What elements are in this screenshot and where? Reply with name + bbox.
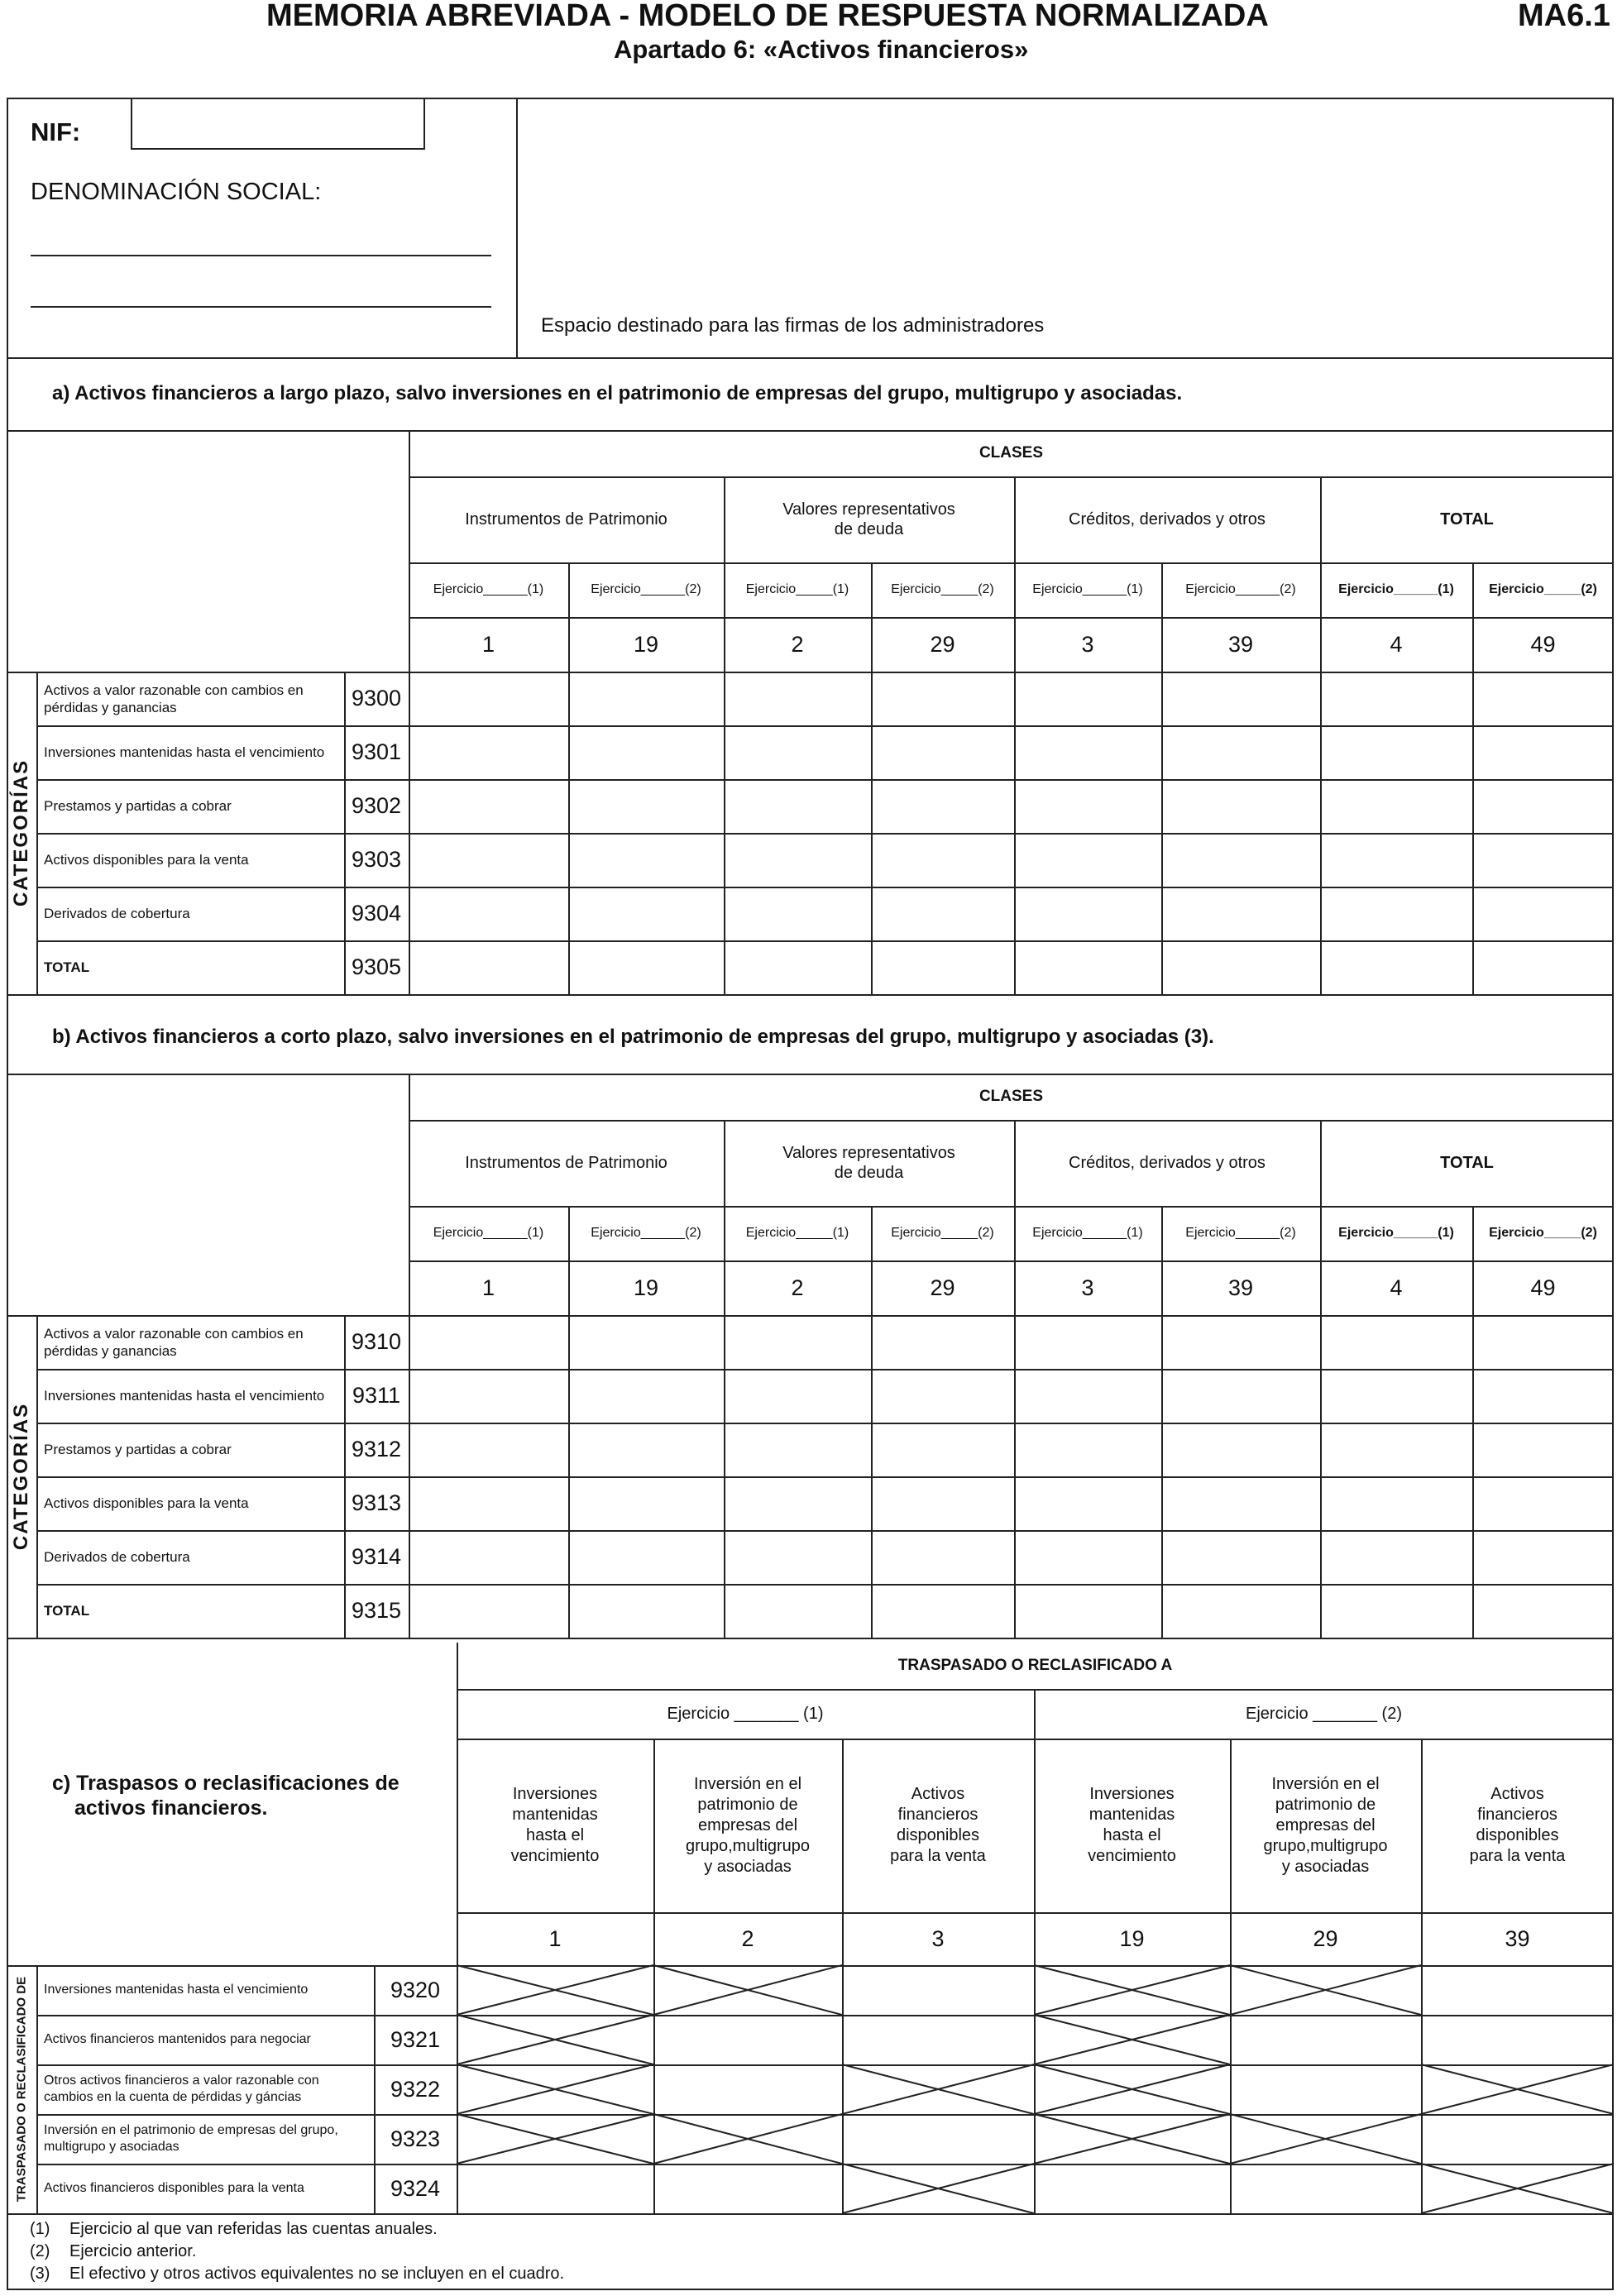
section-c-input-cell[interactable] (1423, 1967, 1612, 2013)
section-c-row-label: Otros activos financieros a valor razonable con cambios en la cuenta de pérdidas y gáncias (44, 2074, 319, 2104)
section-c-input-cell[interactable] (655, 2066, 840, 2112)
section-b-input-cell[interactable] (873, 1586, 1012, 1636)
section-a-categorias-label: CATEGORÍAS (10, 758, 32, 907)
column-header-line: empresas del (1275, 1815, 1376, 1834)
section-b-column-code-1: 1 (481, 1275, 495, 1300)
section-b-input-cell[interactable] (1322, 1317, 1471, 1367)
section-a-ejercicio-header-6: Ejercicio______(2) (1185, 582, 1296, 596)
section-c-column-code-6: 39 (1505, 1925, 1530, 1951)
section-a-input-cell[interactable] (410, 781, 567, 831)
form-subtitle: Apartado 6: «Activos financieros» (614, 35, 1029, 64)
footnote-text: Ejercicio al que van referidas las cuentas anuales. (69, 2220, 438, 2238)
section-a-ejercicio-header-1: Ejercicio______(1) (433, 582, 544, 596)
section-a-column-code-2: 19 (633, 631, 659, 657)
section-b-row-label: Activos disponibles para la venta (44, 1495, 249, 1511)
section-a-ejercicio-header-2: Ejercicio______(2) (591, 582, 701, 596)
section-b-input-cell[interactable] (1322, 1478, 1471, 1528)
section-c-column-header-6 (1421, 1739, 1614, 1912)
section-b-ejercicio-header-5: Ejercicio______(1) (1032, 1226, 1143, 1240)
section-c-column-header-5 (1230, 1739, 1421, 1912)
section-b-input-cell[interactable] (410, 1424, 567, 1475)
column-header-line: Activos (911, 1785, 965, 1803)
section-a-input-cell[interactable] (1322, 781, 1471, 831)
section-a-input-cell[interactable] (1016, 835, 1160, 885)
section-b-row-code: 9312 (351, 1437, 402, 1461)
section-b-input-cell[interactable] (1016, 1478, 1160, 1528)
section-b-clases-header: CLASES (978, 1088, 1044, 1105)
section-c-input-cell[interactable] (1423, 2016, 1612, 2063)
section-a-row-code: 9302 (351, 793, 402, 818)
section-b-input-cell[interactable] (1474, 1424, 1612, 1475)
section-b-group-header-2: Valores representativos de deuda (782, 1144, 955, 1182)
footnote-number: (1) (30, 2220, 50, 2238)
section-a-input-cell[interactable] (1016, 673, 1160, 724)
column-header-line: Inversión en el (1271, 1774, 1380, 1793)
section-b-column-code-6: 39 (1227, 1275, 1254, 1300)
section-a-input-cell[interactable] (873, 673, 1012, 724)
section-b-input-cell[interactable] (1474, 1317, 1612, 1367)
section-a-group-header-3: Créditos, derivados y otros (1069, 510, 1266, 529)
section-a-row-code: 9304 (351, 901, 402, 926)
section-b-input-cell[interactable] (570, 1317, 722, 1367)
section-a-title: a) Activos financieros a largo plazo, salvo inversiones en el patrimonio de empresas del grupo, multigrupo y asociadas. (52, 382, 1183, 404)
form-code: MA6.1 (1518, 0, 1610, 33)
section-a-clases-header: CLASES (978, 444, 1044, 462)
section-b-input-cell[interactable] (1474, 1586, 1612, 1636)
section-b-input-cell[interactable] (1322, 1532, 1471, 1582)
section-b-input-cell[interactable] (570, 1532, 722, 1582)
section-a-input-cell[interactable] (1322, 727, 1471, 777)
section-a-input-cell[interactable] (725, 835, 869, 885)
section-a-input-cell[interactable] (725, 781, 869, 831)
section-b-input-cell[interactable] (1016, 1532, 1160, 1582)
section-a-input-cell[interactable] (1163, 781, 1318, 831)
column-header-line: Inversión en el (693, 1774, 802, 1793)
section-c-ejercicio-2: Ejercicio _______ (2) (1246, 1704, 1402, 1723)
section-b-input-cell[interactable] (1016, 1317, 1160, 1367)
footnote-text: El efectivo y otros activos equivalentes no se incluyen en el cuadro. (69, 2265, 565, 2283)
section-b-row-code: 9315 (351, 1598, 402, 1623)
section-a-input-cell[interactable] (410, 942, 567, 993)
section-c-row-code: 9322 (390, 2076, 441, 2102)
section-a-input-cell[interactable] (570, 835, 722, 885)
column-header-line: Activos (1490, 1785, 1544, 1803)
section-c-column-code-1: 1 (548, 1925, 562, 1951)
section-b-group-header-4: TOTAL (1440, 1154, 1494, 1172)
section-a-input-cell[interactable] (725, 888, 869, 939)
section-a-input-cell[interactable] (1163, 835, 1318, 885)
section-c-title-line1: c) Traspasos o reclasificaciones de (52, 1772, 400, 1795)
section-b-row-label: Activos a valor razonable con cambios en pérdidas y ganancias (44, 1325, 304, 1359)
section-a-input-cell[interactable] (1322, 835, 1471, 885)
section-c-input-cell[interactable] (1232, 2066, 1419, 2112)
column-header-line: Inversiones (512, 1785, 598, 1803)
section-c-column-code-2: 2 (741, 1925, 754, 1951)
section-a-input-cell[interactable] (725, 942, 869, 993)
section-a-input-cell[interactable] (873, 727, 1012, 777)
signature-label: Espacio destinado para las firmas de los administradores (541, 314, 1045, 337)
section-a-column-code-4: 29 (930, 631, 955, 657)
section-c-input-cell[interactable] (655, 2165, 840, 2212)
section-c-column-code-5: 29 (1313, 1925, 1338, 1951)
section-b-ejercicio-header-2: Ejercicio______(2) (591, 1226, 701, 1240)
section-c-header: TRASPASADO O RECLASIFICADO A (897, 1657, 1173, 1674)
section-b-row-code: 9311 (352, 1383, 401, 1408)
column-header-line: y asociadas (704, 1857, 792, 1876)
section-a-input-cell[interactable] (1474, 835, 1612, 885)
section-b-input-cell[interactable] (873, 1370, 1012, 1421)
section-a-column-code-8: 49 (1530, 631, 1556, 657)
column-header-line: financieros (1477, 1806, 1557, 1824)
section-a-input-cell[interactable] (570, 727, 722, 777)
section-a-input-cell[interactable] (1016, 727, 1160, 777)
section-a-input-cell[interactable] (570, 888, 722, 939)
section-a-column-code-1: 1 (481, 631, 495, 657)
section-c-input-cell[interactable] (1423, 2116, 1612, 2162)
section-b-input-cell[interactable] (725, 1586, 869, 1636)
section-b-input-cell[interactable] (1163, 1478, 1318, 1528)
section-b-categorias-label: CATEGORÍAS (10, 1402, 32, 1551)
section-b-input-cell[interactable] (1163, 1586, 1318, 1636)
section-a-column-code-5: 3 (1081, 631, 1094, 657)
section-b-input-cell[interactable] (1163, 1532, 1318, 1582)
section-b-input-cell[interactable] (570, 1586, 722, 1636)
form-title: MEMORIA ABREVIADA - MODELO DE RESPUESTA NORMALIZADA (266, 0, 1269, 33)
section-a-input-cell[interactable] (873, 835, 1012, 885)
section-a-ejercicio-header-8: Ejercicio_____(2) (1489, 582, 1597, 596)
section-a-input-cell[interactable] (873, 942, 1012, 993)
column-header-line: hasta el (525, 1826, 585, 1844)
section-a-input-cell[interactable] (410, 888, 567, 939)
section-c-column-header-1 (457, 1739, 653, 1912)
section-b-input-cell[interactable] (725, 1478, 869, 1528)
section-a-ejercicio-header-7: Ejercicio______(1) (1338, 582, 1454, 596)
section-b-input-cell[interactable] (1322, 1370, 1471, 1421)
section-b-input-cell[interactable] (1474, 1532, 1612, 1582)
section-a-row-label: TOTAL (44, 959, 90, 975)
section-b-column-code-2: 19 (633, 1275, 659, 1300)
section-b-column-code-4: 29 (930, 1275, 955, 1300)
section-a-input-cell[interactable] (570, 942, 722, 993)
section-a-input-cell[interactable] (570, 781, 722, 831)
section-a-group-header-2: Valores representativos de deuda (782, 500, 955, 538)
section-a-input-cell[interactable] (1474, 942, 1612, 993)
section-a-row-code: 9301 (351, 739, 402, 764)
section-c-row-code: 9321 (390, 2026, 441, 2052)
section-a-row-code: 9303 (351, 847, 402, 872)
section-b-input-cell[interactable] (570, 1478, 722, 1528)
column-header-line: para la venta (1469, 1847, 1566, 1865)
section-c-row-code: 9320 (390, 1977, 441, 2002)
section-b-ejercicio-header-6: Ejercicio______(2) (1185, 1226, 1296, 1240)
section-b-row-label: Derivados de cobertura (44, 1549, 190, 1565)
section-a-input-cell[interactable] (1163, 888, 1318, 939)
nif-label: NIF: (31, 117, 81, 146)
section-b-ejercicio-header-7: Ejercicio______(1) (1338, 1226, 1454, 1240)
section-b-input-cell[interactable] (1163, 1317, 1318, 1367)
section-b-input-cell[interactable] (410, 1532, 567, 1582)
section-a-input-cell[interactable] (1016, 942, 1160, 993)
section-a-input-cell[interactable] (1163, 727, 1318, 777)
section-a-input-cell[interactable] (570, 673, 722, 724)
section-a-input-cell[interactable] (725, 673, 869, 724)
section-c-title-line2: activos financieros. (74, 1796, 268, 1820)
section-a-column-code-7: 4 (1390, 631, 1403, 657)
section-c-column-code-3: 3 (931, 1925, 945, 1951)
section-b-row-code: 9313 (351, 1490, 402, 1515)
section-c-column-header-3 (842, 1739, 1034, 1912)
section-a-input-cell[interactable] (1163, 942, 1318, 993)
section-b-row-code: 9310 (351, 1329, 402, 1354)
section-b-input-cell[interactable] (1474, 1478, 1612, 1528)
section-b-input-cell[interactable] (570, 1424, 722, 1475)
section-c-row-label: Activos financieros mantenidos para negociar (44, 2032, 311, 2046)
section-c-column-header-4 (1034, 1739, 1230, 1912)
column-header-line: grupo,multigrupo (685, 1836, 811, 1855)
section-a-row-label: Activos disponibles para la venta (44, 852, 249, 868)
section-a-input-cell[interactable] (1474, 781, 1612, 831)
section-c-column-header-2 (653, 1739, 842, 1912)
section-b-input-cell[interactable] (725, 1370, 869, 1421)
column-header-line: mantenidas (512, 1806, 598, 1824)
section-b-input-cell[interactable] (873, 1532, 1012, 1582)
footnote-text: Ejercicio anterior. (69, 2242, 197, 2260)
section-a-input-cell[interactable] (1163, 673, 1318, 724)
section-a-input-cell[interactable] (1474, 727, 1612, 777)
column-header-line: financieros (897, 1806, 978, 1824)
section-b-column-code-5: 3 (1081, 1275, 1094, 1300)
section-a-input-cell[interactable] (1474, 888, 1612, 939)
section-a-group-header-1: Instrumentos de Patrimonio (465, 510, 667, 529)
column-header-line: hasta el (1103, 1826, 1161, 1844)
section-c-row-code: 9323 (390, 2126, 441, 2151)
section-a-ejercicio-header-3: Ejercicio_____(1) (745, 582, 849, 596)
denominacion-label: DENOMINACIÓN SOCIAL: (31, 179, 322, 205)
section-c-input-cell[interactable] (844, 2116, 1032, 2162)
section-b-input-cell[interactable] (1016, 1586, 1160, 1636)
column-header-line: mantenidas (1089, 1806, 1175, 1824)
section-c-input-cell[interactable] (1036, 2165, 1228, 2212)
section-a-row-code: 9300 (351, 686, 402, 710)
section-c-row-label: Inversión en el patrimonio de empresas del grupo, multigrupo y asociadas (44, 2123, 338, 2154)
section-c-input-cell[interactable] (458, 2165, 652, 2212)
column-header-line: disponibles (896, 1826, 980, 1844)
section-b-row-label: Inversiones mantenidas hasta el vencimiento (44, 1388, 325, 1404)
section-b-input-cell[interactable] (873, 1424, 1012, 1475)
column-header-line: patrimonio de (697, 1795, 798, 1814)
section-b-input-cell[interactable] (1163, 1424, 1318, 1475)
section-a-input-cell[interactable] (410, 835, 567, 885)
section-b-column-code-3: 2 (791, 1275, 804, 1300)
section-c-row-label: Activos financieros disponibles para la venta (44, 2181, 304, 2195)
section-b-input-cell[interactable] (1016, 1424, 1160, 1475)
column-header-line: grupo,multigrupo (1263, 1836, 1388, 1855)
section-b-row-code: 9314 (351, 1544, 402, 1569)
section-c-side-label: TRASPASADO O RECLASIFICADO DE (14, 1976, 29, 2203)
section-b-column-code-7: 4 (1390, 1275, 1403, 1300)
section-c-column-code-4: 19 (1119, 1925, 1145, 1951)
section-a-input-cell[interactable] (410, 673, 567, 724)
section-c-input-cell[interactable] (655, 2016, 840, 2063)
section-c-input-cell[interactable] (844, 2016, 1032, 2063)
section-b-input-cell[interactable] (725, 1424, 869, 1475)
section-c-input-cell[interactable] (1232, 2016, 1419, 2063)
section-a-input-cell[interactable] (1322, 888, 1471, 939)
section-b-input-cell[interactable] (1322, 1424, 1471, 1475)
footnote-number: (2) (30, 2242, 50, 2260)
denominacion-line-1[interactable] (31, 255, 491, 256)
section-c-ejercicio-1: Ejercicio _______ (1) (667, 1704, 824, 1723)
section-a-row-label: Inversiones mantenidas hasta el vencimiento (44, 744, 325, 760)
column-header-line: empresas del (697, 1815, 798, 1834)
section-a-input-cell[interactable] (410, 727, 567, 777)
section-b-input-cell[interactable] (1163, 1370, 1318, 1421)
column-header-line: Inversiones (1089, 1785, 1175, 1803)
section-a-ejercicio-header-4: Ejercicio_____(2) (891, 582, 994, 596)
section-b-input-cell[interactable] (410, 1370, 567, 1421)
section-a-row-label: Prestamos y partidas a cobrar (44, 798, 232, 814)
section-b-group-header-1: Instrumentos de Patrimonio (465, 1154, 667, 1172)
section-b-row-label: TOTAL (44, 1603, 90, 1619)
section-b-input-cell[interactable] (1016, 1370, 1160, 1421)
section-c-row-label: Inversiones mantenidas hasta el vencimiento (44, 1983, 309, 1997)
column-header-line: vencimiento (1088, 1847, 1176, 1865)
column-header-line: disponibles (1476, 1826, 1559, 1844)
section-a-column-code-6: 39 (1227, 631, 1254, 657)
section-a-input-cell[interactable] (873, 888, 1012, 939)
denominacion-line-2[interactable] (31, 306, 491, 308)
section-a-input-cell[interactable] (725, 727, 869, 777)
nif-field[interactable] (131, 98, 425, 150)
section-b-column-code-8: 49 (1530, 1275, 1556, 1300)
section-b-input-cell[interactable] (1322, 1586, 1471, 1636)
section-b-input-cell[interactable] (410, 1586, 567, 1636)
section-b-row-label: Prestamos y partidas a cobrar (44, 1442, 232, 1457)
footnote-number: (3) (30, 2265, 50, 2283)
section-a-input-cell[interactable] (1016, 781, 1160, 831)
section-c-row-code: 9324 (390, 2175, 441, 2201)
section-a-input-cell[interactable] (1322, 673, 1471, 724)
section-b-input-cell[interactable] (873, 1317, 1012, 1367)
section-b-ejercicio-header-3: Ejercicio_____(1) (745, 1226, 849, 1240)
section-b-input-cell[interactable] (725, 1532, 869, 1582)
section-b-input-cell[interactable] (1474, 1370, 1612, 1421)
column-header-line: y asociadas (1281, 1857, 1370, 1876)
section-b-input-cell[interactable] (410, 1478, 567, 1528)
section-b-ejercicio-header-8: Ejercicio_____(2) (1489, 1226, 1597, 1240)
column-header-line: vencimiento (510, 1847, 600, 1865)
section-a-column-code-3: 2 (791, 631, 804, 657)
section-b-input-cell[interactable] (725, 1317, 869, 1367)
section-c-input-cell[interactable] (844, 1967, 1032, 2013)
section-a-input-cell[interactable] (1322, 942, 1471, 993)
section-a-ejercicio-header-5: Ejercicio______(1) (1032, 582, 1143, 596)
section-a-row-code: 9305 (351, 954, 402, 979)
column-header-line: para la venta (890, 1847, 986, 1865)
section-b-input-cell[interactable] (410, 1317, 567, 1367)
section-b-ejercicio-header-1: Ejercicio______(1) (433, 1226, 544, 1240)
section-a-input-cell[interactable] (1474, 673, 1612, 724)
section-a-group-header-4: TOTAL (1440, 510, 1494, 529)
section-b-title: b) Activos financieros a corto plazo, salvo inversiones en el patrimonio de empresas del grupo, multigrupo y asociadas (3). (52, 1026, 1214, 1048)
section-c-input-cell[interactable] (1232, 2165, 1419, 2212)
section-b-input-cell[interactable] (873, 1478, 1012, 1528)
section-b-ejercicio-header-4: Ejercicio_____(2) (891, 1226, 994, 1240)
section-a-input-cell[interactable] (873, 781, 1012, 831)
section-a-input-cell[interactable] (1016, 888, 1160, 939)
section-b-input-cell[interactable] (570, 1370, 722, 1421)
column-header-line: patrimonio de (1275, 1795, 1376, 1814)
section-b-group-header-3: Créditos, derivados y otros (1069, 1154, 1266, 1172)
section-a-row-label: Activos a valor razonable con cambios en pérdidas y ganancias (44, 682, 304, 715)
section-a-row-label: Derivados de cobertura (44, 906, 190, 921)
